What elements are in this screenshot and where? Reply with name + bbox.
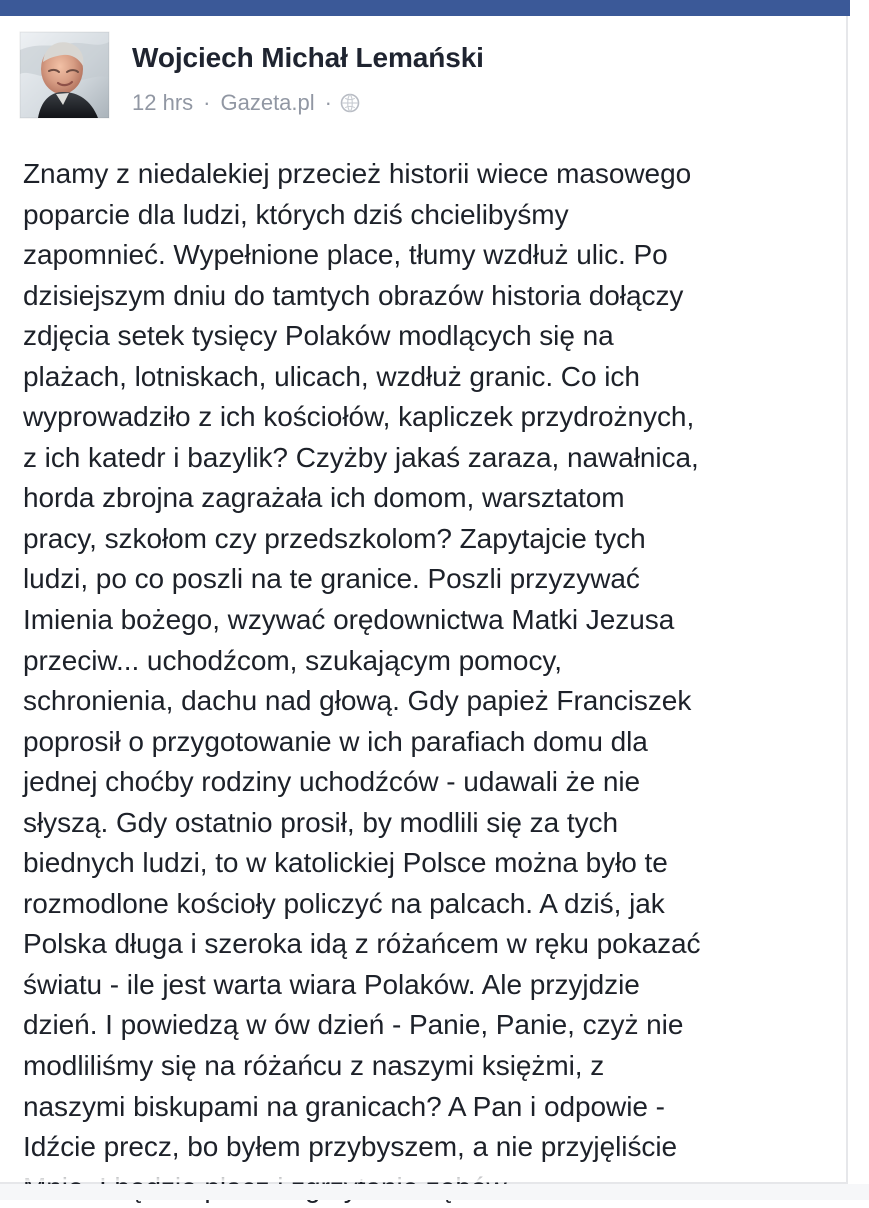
post-text-line: jednej choćby rodziny uchodźców - udawali że nie	[23, 766, 641, 798]
post-text-line: Znamy z niedalekiej przecież historii wiece masowego	[23, 158, 692, 189]
post-text-line: poparcie dla ludzi, których dziś chcielibyśmy	[23, 198, 569, 230]
page-bottom-strip	[0, 1184, 869, 1200]
facebook-post-page	[0, 16, 869, 1200]
post-text-line: zapomnieć. Wypełnione place, tłumy wzdłuż ulic. Po	[23, 239, 668, 271]
post-text-line: pracy, szkołom czy przedszkolom? Zapytajcie tych	[23, 522, 646, 554]
post-time[interactable]: 12 hrs	[132, 90, 194, 115]
avatar[interactable]	[20, 32, 109, 118]
post-text-line: horda zbrojna zagrażała ich domom, warsztatom	[23, 482, 625, 514]
post-text-line: słyszą. Gdy ostatnio prosił, by modlili się za tych	[23, 806, 619, 838]
globe-icon[interactable]	[340, 93, 360, 113]
post-meta	[132, 90, 360, 116]
author-name[interactable]: Wojciech Michał Lemański	[132, 42, 484, 73]
meta-separator: ·	[203, 90, 211, 115]
post-text-line: poprosił o przygotowanie w ich parafiach domu dla	[23, 725, 648, 757]
post-text-line: ludzi, po co poszli na te granice. Poszli przyzywać	[23, 563, 640, 595]
post-source[interactable]: Gazeta.pl	[220, 90, 315, 115]
post-text-line: zdjęcia setek tysięcy Polaków modlących się na	[23, 320, 614, 352]
post-text-line: modliliśmy się na różańcu z naszymi księżmi, z	[23, 1050, 605, 1082]
post-text-line: schronienia, dachu nad głową. Gdy papież Franciszek	[23, 685, 692, 717]
post-card	[0, 16, 848, 1184]
post-text-line: dzień. I powiedzą w ów dzień - Panie, Panie, czyż nie	[23, 1009, 684, 1041]
post-text-line: światu - ile jest warta wiara Polaków. Ale przyjdzie	[23, 968, 640, 1000]
post-text-line: z ich katedr i bazylik? Czyżby jakaś zaraza, nawałnica,	[23, 441, 699, 473]
post-text-line: Polska długa i szeroka idą z różańcem w ręku pokazać	[23, 928, 701, 960]
top-blue-bar	[0, 0, 850, 16]
post-text-line: biednych ludzi, to w katolickiej Polsce można było te	[23, 847, 668, 879]
post-text	[23, 154, 823, 1176]
post-text-line: plażach, lotniskach, ulicach, wzdłuż granic. Co ich	[23, 360, 640, 392]
post-text-line: rozmodlone kościoły policzyć na palcach. A dziś, jak	[23, 887, 665, 919]
post-text-line: wyprowadziło z ich kościołów, kapliczek przydrożnych,	[23, 401, 695, 433]
post-text-line: przeciw... uchodźcom, szukającym pomocy,	[23, 644, 563, 676]
post-header	[20, 32, 800, 118]
post-text-line: naszymi biskupami na granicach? A Pan i odpowie -	[23, 1090, 665, 1122]
post-text-line: Imienia bożego, wzywać orędownictwa Matki Jezusa	[23, 604, 675, 636]
post-text-line: dzisiejszym dniu do tamtych obrazów historia dołączy	[23, 279, 684, 311]
meta-separator: ·	[324, 90, 332, 115]
post-text-line: Idźcie precz, bo byłem przybyszem, a nie przyjęliście	[23, 1131, 678, 1163]
user-photo-icon	[20, 32, 109, 118]
